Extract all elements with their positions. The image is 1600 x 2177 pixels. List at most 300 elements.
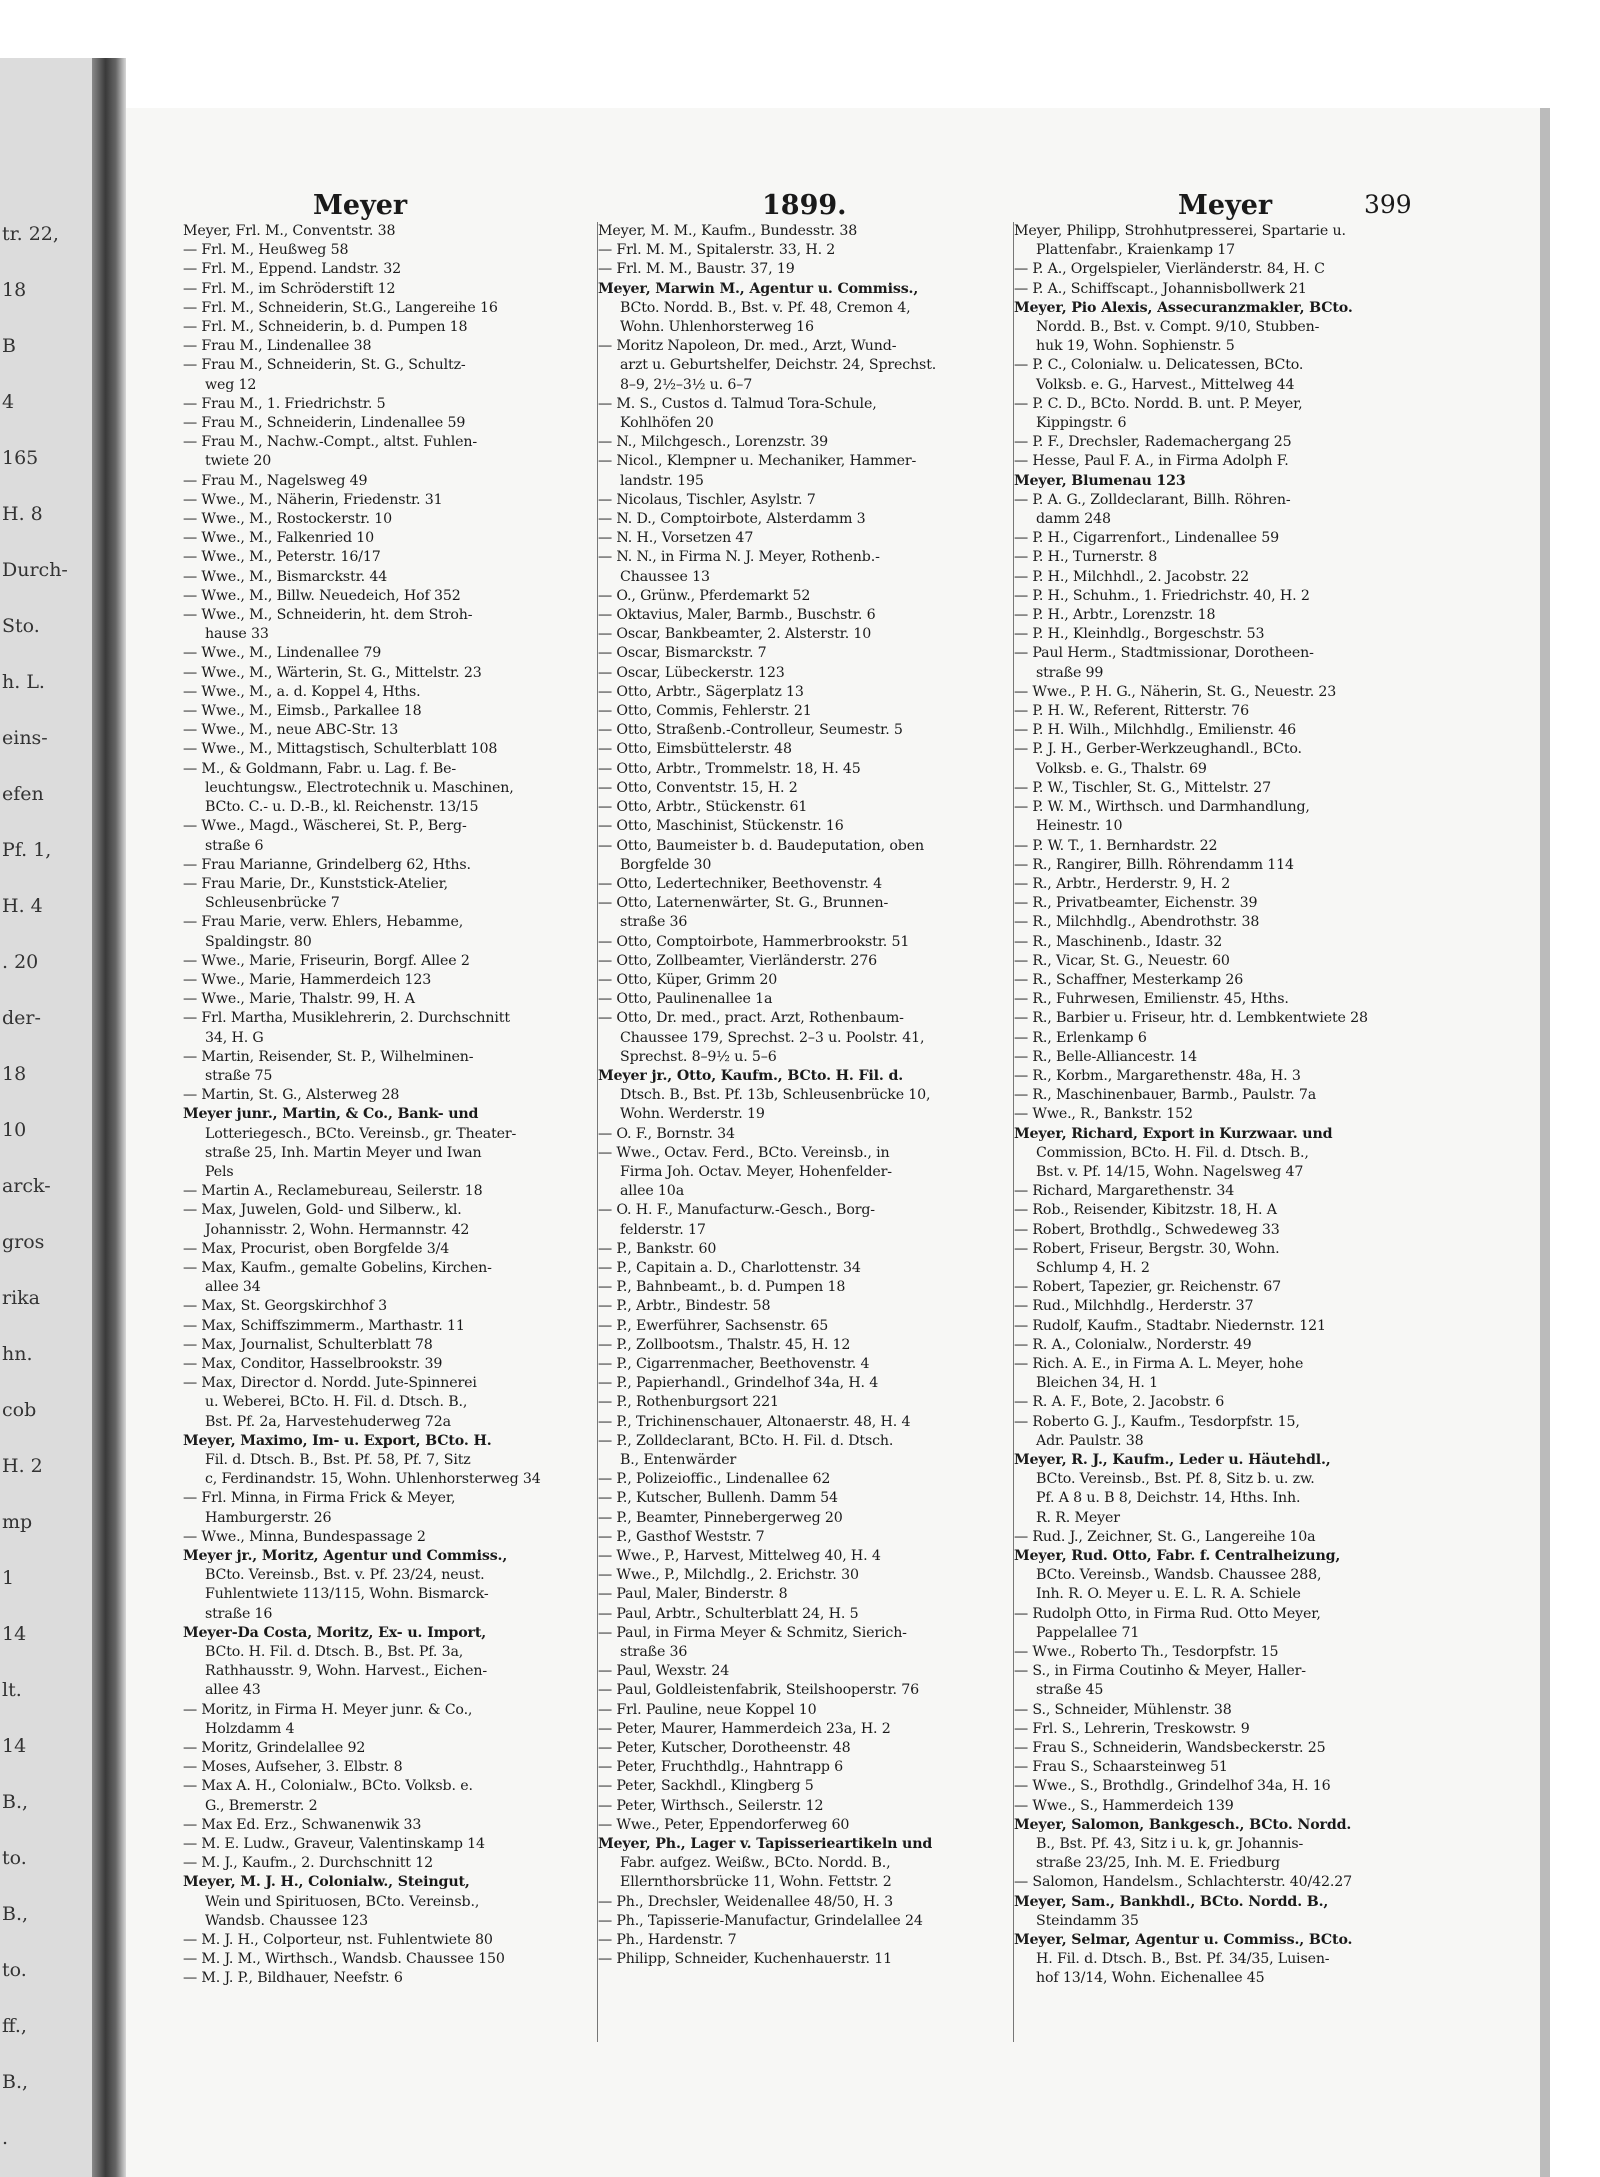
directory-entry-line: Dtsch. B., Bst. Pf. 13b, Schleusenbrücke 10, bbox=[620, 1087, 931, 1104]
directory-entry-line: Heinestr. 10 bbox=[1036, 818, 1123, 835]
directory-entry-line: 8–9, 2½–3½ u. 6–7 bbox=[620, 376, 753, 393]
directory-entry-line: — Wwe., Peter, Eppendorferweg 60 bbox=[598, 1816, 850, 1833]
directory-entry-line: — Otto, Baumeister b. d. Baudeputation, oben bbox=[598, 837, 924, 854]
directory-entry-line: — Peter, Wirthsch., Seilerstr. 12 bbox=[598, 1797, 824, 1814]
directory-entry-line: Lotteriegesch., BCto. Vereinsb., gr. Theater- bbox=[205, 1125, 517, 1142]
directory-entry-line: — Frl. M. M., Baustr. 37, 19 bbox=[598, 261, 795, 278]
directory-entry-line: — P., Trichinenschauer, Altonaerstr. 48, H. 4 bbox=[598, 1413, 911, 1430]
left-page-text-fragment: tr. 22, bbox=[2, 223, 59, 245]
directory-entry-line: — Richard, Margarethenstr. 34 bbox=[1014, 1183, 1235, 1200]
left-page-text-fragment: B., bbox=[2, 1791, 29, 1813]
directory-entry-line: — Otto, Laternenwärter, St. G., Brunnen- bbox=[598, 895, 889, 912]
directory-entry-line: — Wwe., S., Brothdlg., Grindelhof 34a, H. 16 bbox=[1014, 1778, 1331, 1795]
left-page-text-fragment: 165 bbox=[2, 447, 39, 469]
directory-entry-line: — Max, Procurist, oben Borgfelde 3/4 bbox=[183, 1240, 450, 1257]
directory-entry-line: Meyer, Frl. M., Conventstr. 38 bbox=[183, 223, 396, 239]
left-page-text-fragment: 14 bbox=[2, 1735, 27, 1757]
directory-entry-line: — Max, Juwelen, Gold- und Silberw., kl. bbox=[183, 1202, 462, 1219]
directory-entry-line: — R., Erlenkamp 6 bbox=[1014, 1029, 1147, 1046]
directory-entry-line: — Wwe., Marie, Thalstr. 99, H. A bbox=[183, 991, 415, 1008]
left-page-text-fragment: ff., bbox=[2, 2015, 27, 2037]
directory-entry-line: — Otto, Maschinist, Stückenstr. 16 bbox=[598, 818, 844, 835]
directory-entry-line: — Wwe., M., Näherin, Friedenstr. 31 bbox=[183, 491, 443, 508]
directory-entry-line: — Max, Journalist, Schulterblatt 78 bbox=[183, 1336, 433, 1353]
directory-entry-line: Holzdamm 4 bbox=[205, 1720, 295, 1737]
header-left: Meyer bbox=[313, 190, 408, 221]
directory-entry-line: — Wwe., Marie, Friseurin, Borgf. Allee 2 bbox=[183, 952, 470, 969]
directory-entry-line: — Frau M., Nagelsweg 49 bbox=[183, 472, 368, 489]
directory-entry-line: — Frl. M., Heußweg 58 bbox=[183, 242, 349, 259]
directory-entry-line: allee 43 bbox=[205, 1682, 261, 1699]
directory-entry-line: — P., Cigarrenmacher, Beethovenstr. 4 bbox=[598, 1355, 870, 1372]
directory-entry-line: — Rob., Reisender, Kibitzstr. 18, H. A bbox=[1014, 1202, 1277, 1219]
directory-entry-line: — Moritz, Grindelallee 92 bbox=[183, 1740, 366, 1757]
directory-entry-line: — R., Barbier u. Friseur, htr. d. Lembkentwiete 28 bbox=[1014, 1010, 1368, 1027]
directory-entry-line: — Otto, Arbtr., Stückenstr. 61 bbox=[598, 799, 808, 816]
directory-entry-line: — N. D., Comptoirbote, Alsterdamm 3 bbox=[598, 511, 866, 528]
directory-entry-line: — Frl. Pauline, neue Koppel 10 bbox=[598, 1701, 817, 1718]
directory-entry-line: — P. C. D., BCto. Nordd. B. unt. P. Meyer, bbox=[1014, 395, 1303, 412]
directory-entry-line: Volksb. e. G., Harvest., Mittelweg 44 bbox=[1036, 376, 1295, 393]
directory-entry-line: — Rudolph Otto, in Firma Rud. Otto Meyer, bbox=[1014, 1605, 1321, 1622]
directory-entry-line: — P., Polizeioffic., Lindenallee 62 bbox=[598, 1471, 831, 1488]
directory-entry-line: — P., Beamter, Pinnebergerweg 20 bbox=[598, 1509, 843, 1526]
directory-entry-line: BCto. H. Fil. d. Dtsch. B., Bst. Pf. 3a, bbox=[205, 1644, 464, 1661]
directory-entry-line: Pf. A 8 u. B 8, Deichstr. 14, Hths. Inh. bbox=[1036, 1490, 1301, 1507]
directory-entry-line: H. Fil. d. Dtsch. B., Bst. Pf. 34/35, Luisen- bbox=[1036, 1951, 1330, 1968]
directory-entry-line: — P., Zolldeclarant, BCto. H. Fil. d. Dtsch. bbox=[598, 1432, 894, 1449]
directory-entry-line: BCto. Nordd. B., Bst. v. Pf. 48, Cremon 4, bbox=[620, 299, 911, 316]
directory-entry-line: — Max, Kaufm., gemalte Gobelins, Kirchen- bbox=[183, 1259, 492, 1276]
directory-entry-line: Fuhlentwiete 113/115, Wohn. Bismarck- bbox=[205, 1586, 489, 1603]
directory-entry-line: Inh. R. O. Meyer u. E. L. R. A. Schiele bbox=[1036, 1586, 1301, 1603]
directory-entry-line: — O., Grünw., Pferdemarkt 52 bbox=[598, 587, 811, 604]
directory-entry-line: — P. F., Drechsler, Rademachergang 25 bbox=[1014, 434, 1292, 451]
directory-entry-line: — Wwe., P., Milchdlg., 2. Erichstr. 30 bbox=[598, 1567, 859, 1584]
directory-entry-line: — Nicolaus, Tischler, Asylstr. 7 bbox=[598, 491, 816, 508]
directory-entry-line: Meyer, Rud. Otto, Fabr. f. Centralheizung, bbox=[1014, 1548, 1341, 1565]
directory-entry-line: Bleichen 34, H. 1 bbox=[1036, 1375, 1158, 1392]
directory-entry-line: — P. W., Tischler, St. G., Mittelstr. 27 bbox=[1014, 779, 1272, 796]
directory-entry-line: straße 45 bbox=[1036, 1682, 1104, 1699]
directory-entry-line: — P. W. M., Wirthsch. und Darmhandlung, bbox=[1014, 799, 1310, 816]
directory-entry-line: — M. J. M., Wirthsch., Wandsb. Chaussee 150 bbox=[183, 1951, 505, 1968]
left-page-text-fragment: 14 bbox=[2, 1623, 27, 1645]
directory-entry-line: — M. S., Custos d. Talmud Tora-Schule, bbox=[598, 395, 877, 412]
directory-entry-line: — O. H. F., Manufacturw.-Gesch., Borg- bbox=[598, 1202, 875, 1219]
directory-entry-line: — O. F., Bornstr. 34 bbox=[598, 1125, 735, 1142]
directory-entry-line: — S., Schneider, Mühlenstr. 38 bbox=[1014, 1701, 1232, 1718]
directory-entry-line: Johannisstr. 2, Wohn. Hermannstr. 42 bbox=[205, 1221, 470, 1238]
left-page-text-fragment: 18 bbox=[2, 1063, 27, 1085]
directory-entry-line: — Moses, Aufseher, 3. Elbstr. 8 bbox=[183, 1759, 403, 1776]
directory-entry-line: Wohn. Werderstr. 19 bbox=[620, 1106, 765, 1123]
directory-entry-line: Firma Joh. Octav. Meyer, Hohenfelder- bbox=[620, 1163, 892, 1180]
directory-entry-line: — P. J. H., Gerber-Werkzeughandl., BCto. bbox=[1014, 741, 1302, 758]
directory-entry-line: Fabr. aufgez. Weißw., BCto. Nordd. B., bbox=[620, 1855, 891, 1872]
directory-entry-line: Wein und Spirituosen, BCto. Vereinsb., bbox=[205, 1893, 480, 1910]
directory-entry-line: — M. J. H., Colporteur, nst. Fuhlentwiete 80 bbox=[183, 1932, 493, 1949]
directory-entry-line: — Wwe., M., Wärterin, St. G., Mittelstr. 23 bbox=[183, 664, 482, 681]
directory-entry-line: — Frl. M., Schneiderin, St.G., Langereihe 16 bbox=[183, 299, 498, 316]
directory-entry-line: Bst. Pf. 2a, Harvestehuderweg 72a bbox=[205, 1413, 451, 1430]
directory-entry-line: u. Weberei, BCto. H. Fil. d. Dtsch. B., bbox=[205, 1394, 468, 1411]
directory-entry-line: — Paul, Maler, Binderstr. 8 bbox=[598, 1586, 788, 1603]
directory-entry-line: — Wwe., M., Eimsb., Parkallee 18 bbox=[183, 703, 422, 720]
directory-entry-line: straße 36 bbox=[620, 1644, 688, 1661]
directory-entry-line: Meyer, Maximo, Im- u. Export, BCto. H. bbox=[183, 1432, 492, 1449]
directory-entry-line: — Max Ed. Erz., Schwanenwik 33 bbox=[183, 1816, 422, 1833]
directory-entry-line: — Otto, Commis, Fehlerstr. 21 bbox=[598, 703, 812, 720]
directory-entry-line: — Martin, Reisender, St. P., Wilhelminen- bbox=[183, 1048, 474, 1065]
directory-entry-line: Meyer, Sam., Bankhdl., BCto. Nordd. B., bbox=[1014, 1893, 1329, 1910]
directory-entry-line: — Wwe., M., neue ABC-Str. 13 bbox=[183, 722, 399, 739]
directory-entry-line: Pels bbox=[205, 1163, 234, 1180]
directory-entry-line: — Peter, Sackhdl., Klingberg 5 bbox=[598, 1778, 814, 1795]
directory-entry-line: — R., Korbm., Margarethenstr. 48a, H. 3 bbox=[1014, 1067, 1301, 1084]
directory-entry-line: — Otto, Eimsbüttelerstr. 48 bbox=[598, 741, 792, 758]
directory-entry-line: — Oscar, Bankbeamter, 2. Alsterstr. 10 bbox=[598, 626, 872, 643]
directory-entry-line: hause 33 bbox=[205, 626, 269, 643]
left-page-text-fragment: gros bbox=[2, 1231, 45, 1253]
directory-entry-line: — Wwe., M., Rostockerstr. 10 bbox=[183, 511, 392, 528]
directory-entry-line: — P. H. Wilh., Milchhdlg., Emilienstr. 46 bbox=[1014, 722, 1296, 739]
directory-entry-line: B., Bst. Pf. 43, Sitz i u. k, gr. Johannis- bbox=[1036, 1836, 1304, 1853]
directory-entry-line: — P., Papierhandl., Grindelhof 34a, H. 4 bbox=[598, 1375, 879, 1392]
directory-entry-line: — Frau M., Nachw.-Compt., altst. Fuhlen- bbox=[183, 434, 478, 451]
directory-entry-line: Meyer, Salomon, Bankgesch., BCto. Nordd. bbox=[1014, 1816, 1352, 1833]
left-page-fragment bbox=[0, 58, 92, 2177]
directory-entry-line: weg 12 bbox=[205, 376, 257, 393]
page-number: 399 bbox=[1364, 190, 1412, 219]
directory-entry-line: Borgfelde 30 bbox=[620, 856, 712, 873]
left-page-text-fragment: H. 4 bbox=[2, 895, 43, 917]
directory-entry-line: Ellernthorsbrücke 11, Wohn. Fettstr. 2 bbox=[620, 1874, 892, 1891]
directory-entry-line: — M. J., Kaufm., 2. Durchschnitt 12 bbox=[183, 1855, 433, 1872]
directory-entry-line: allee 34 bbox=[205, 1279, 261, 1296]
directory-entry-line: — Frl. Martha, Musiklehrerin, 2. Durchschnitt bbox=[183, 1010, 510, 1027]
column-3 bbox=[1014, 222, 1434, 1989]
left-page-text-fragment: efen bbox=[2, 783, 44, 805]
directory-entry-line: — Frl. S., Lehrerin, Treskowstr. 9 bbox=[1014, 1720, 1250, 1737]
directory-entry-line: — R., Schaffner, Mesterkamp 26 bbox=[1014, 971, 1244, 988]
directory-entry-line: — Frau M., 1. Friedrichstr. 5 bbox=[183, 395, 386, 412]
left-page-text-fragment: cob bbox=[2, 1399, 37, 1421]
directory-entry-line: Meyer, R. J., Kaufm., Leder u. Häutehdl., bbox=[1014, 1452, 1331, 1468]
directory-entry-line: — Otto, Arbtr., Trommelstr. 18, H. 45 bbox=[598, 760, 861, 777]
directory-entry-line: Meyer, Richard, Export in Kurzwaar. und bbox=[1014, 1125, 1333, 1142]
directory-entry-line: — Martin, St. G., Alsterweg 28 bbox=[183, 1087, 400, 1104]
directory-entry-line: leuchtungsw., Electrotechnik u. Maschinen, bbox=[205, 779, 514, 796]
directory-entry-line: allee 10a bbox=[620, 1183, 684, 1200]
directory-entry-line: — R., Vicar, St. G., Neuestr. 60 bbox=[1014, 952, 1230, 969]
directory-entry-line: — Frau Marianne, Grindelberg 62, Hths. bbox=[183, 856, 471, 873]
directory-entry-line: — Frl. M., Eppend. Landstr. 32 bbox=[183, 261, 401, 278]
left-page-text-fragment: lt. bbox=[2, 1679, 22, 1701]
directory-entry-line: Meyer, Selmar, Agentur u. Commiss., BCto. bbox=[1014, 1932, 1353, 1949]
left-page-text-fragment: 18 bbox=[2, 279, 27, 301]
directory-entry-line: 34, H. G bbox=[205, 1029, 264, 1046]
directory-entry-line: — Peter, Fruchthdlg., Hahntrapp 6 bbox=[598, 1759, 844, 1776]
directory-entry-line: — Frau M., Schneiderin, Lindenallee 59 bbox=[183, 415, 466, 432]
directory-entry-line: — P. H. W., Referent, Ritterstr. 76 bbox=[1014, 703, 1249, 720]
column-2 bbox=[598, 222, 1018, 1969]
directory-entry-line: — N., Milchgesch., Lorenzstr. 39 bbox=[598, 434, 829, 451]
directory-entry-line: Rathhausstr. 9, Wohn. Harvest., Eichen- bbox=[205, 1663, 488, 1680]
directory-entry-line: — Otto, Conventstr. 15, H. 2 bbox=[598, 779, 798, 796]
directory-entry-line: Meyer, Pio Alexis, Assecuranzmakler, BCto. bbox=[1014, 299, 1353, 316]
left-page-text-fragment: . 20 bbox=[2, 951, 39, 973]
page-edge bbox=[1540, 108, 1550, 2177]
directory-entry-line: straße 25, Inh. Martin Meyer und Iwan bbox=[205, 1144, 482, 1161]
directory-entry-line: — M. E. Ludw., Graveur, Valentinskamp 14 bbox=[183, 1836, 485, 1853]
directory-entry-line: — Wwe., M., a. d. Koppel 4, Hths. bbox=[183, 683, 421, 700]
left-page-text-fragment: rika bbox=[2, 1287, 40, 1309]
directory-entry-line: — Wwe., M., Bismarckstr. 44 bbox=[183, 568, 388, 585]
directory-entry-line: felderstr. 17 bbox=[620, 1221, 706, 1238]
directory-entry-line: — N. N., in Firma N. J. Meyer, Rothenb.- bbox=[598, 549, 880, 566]
directory-entry-line: — P., Zollbootsm., Thalstr. 45, H. 12 bbox=[598, 1336, 851, 1353]
directory-entry-line: — P., Capitain a. D., Charlottenstr. 34 bbox=[598, 1259, 861, 1276]
left-page-text-fragment: B., bbox=[2, 2071, 29, 2093]
directory-entry-line: — Ph., Drechsler, Weidenallee 48/50, H. 3 bbox=[598, 1893, 893, 1910]
directory-entry-line: straße 75 bbox=[205, 1067, 273, 1084]
directory-entry-line: G., Bremerstr. 2 bbox=[205, 1797, 318, 1814]
directory-entry-line: Volksb. e. G., Thalstr. 69 bbox=[1036, 760, 1207, 777]
directory-entry-line: — P. A., Schiffscapt., Johannisbollwerk 21 bbox=[1014, 280, 1307, 297]
directory-entry-line: — Wwe., M., Falkenried 10 bbox=[183, 530, 375, 547]
directory-entry-line: Fil. d. Dtsch. B., Bst. Pf. 58, Pf. 7, Sitz bbox=[205, 1452, 471, 1468]
directory-entry-line: — P. H., Arbtr., Lorenzstr. 18 bbox=[1014, 607, 1216, 624]
directory-entry-line: — Wwe., P. H. G., Näherin, St. G., Neuestr. 23 bbox=[1014, 683, 1337, 700]
directory-entry-line: — Wwe., Magd., Wäscherei, St. P., Berg- bbox=[183, 818, 467, 835]
directory-entry-line: — Rich. A. E., in Firma A. L. Meyer, hohe bbox=[1014, 1355, 1304, 1372]
directory-entry-line: — Wwe., Minna, Bundespassage 2 bbox=[183, 1528, 426, 1545]
directory-entry-line: — P., Ewerführer, Sachsenstr. 65 bbox=[598, 1317, 829, 1334]
directory-entry-line: — Oscar, Lübeckerstr. 123 bbox=[598, 664, 785, 681]
directory-entry-line: Bst. v. Pf. 14/15, Wohn. Nagelsweg 47 bbox=[1036, 1163, 1304, 1180]
directory-entry-line: — Max, Schiffszimmerm., Marthastr. 11 bbox=[183, 1317, 465, 1334]
directory-entry-line: — Frl. M., im Schröderstift 12 bbox=[183, 280, 396, 297]
directory-entry-line: — P. H., Cigarrenfort., Lindenallee 59 bbox=[1014, 530, 1280, 547]
directory-entry-line: — Frau Marie, Dr., Kunststick-Atelier, bbox=[183, 875, 449, 892]
left-page-text-fragment: arck- bbox=[2, 1175, 51, 1197]
left-page-text-fragment: to. bbox=[2, 1959, 27, 1981]
directory-entry-line: Meyer, Blumenau 123 bbox=[1014, 472, 1186, 489]
directory-entry-line: — Frau S., Schneiderin, Wandsbeckerstr. 25 bbox=[1014, 1740, 1326, 1757]
directory-entry-line: huk 19, Wohn. Sophienstr. 5 bbox=[1036, 338, 1235, 355]
directory-entry-line: — Robert, Brothdlg., Schwedeweg 33 bbox=[1014, 1221, 1280, 1238]
directory-entry-line: — Wwe., M., Peterstr. 16/17 bbox=[183, 549, 381, 566]
directory-entry-line: — Wwe., Octav. Ferd., BCto. Vereinsb., in bbox=[598, 1144, 890, 1161]
directory-entry-line: — Max, St. Georgskirchhof 3 bbox=[183, 1298, 387, 1315]
directory-entry-line: — P. C., Colonialw. u. Delicatessen, BCto. bbox=[1014, 357, 1304, 374]
left-page-text-fragment: Pf. 1, bbox=[2, 839, 52, 861]
directory-entry-line: — R. A. F., Bote, 2. Jacobstr. 6 bbox=[1014, 1394, 1225, 1411]
directory-entry-line: — Wwe., P., Harvest, Mittelweg 40, H. 4 bbox=[598, 1548, 881, 1565]
directory-entry-line: — Robert, Tapezier, gr. Reichenstr. 67 bbox=[1014, 1279, 1281, 1296]
directory-entry-line: hof 13/14, Wohn. Eichenallee 45 bbox=[1036, 1970, 1265, 1987]
left-page-text-fragment: H. 8 bbox=[2, 503, 43, 525]
directory-entry-line: landstr. 195 bbox=[620, 472, 704, 489]
directory-entry-line: — P. H., Schuhm., 1. Friedrichstr. 40, H. 2 bbox=[1014, 587, 1310, 604]
directory-entry-line: — Frl. M., Schneiderin, b. d. Pumpen 18 bbox=[183, 319, 468, 336]
directory-entry-line: BCto. Vereinsb., Bst. v. Pf. 23/24, neust. bbox=[205, 1567, 485, 1584]
directory-entry-line: — Frau M., Lindenallee 38 bbox=[183, 338, 372, 355]
directory-entry-line: — M., & Goldmann, Fabr. u. Lag. f. Be- bbox=[183, 760, 457, 777]
directory-entry-line: — R., Belle-Alliancestr. 14 bbox=[1014, 1048, 1198, 1065]
directory-entry-line: — Max A. H., Colonialw., BCto. Volksb. e. bbox=[183, 1778, 473, 1795]
directory-entry-line: Meyer, Philipp, Strohhutpresserei, Spartarie u. bbox=[1014, 223, 1346, 239]
directory-entry-line: — Frau S., Schaarsteinweg 51 bbox=[1014, 1759, 1228, 1776]
left-page-text-fragment: Sto. bbox=[2, 615, 40, 637]
directory-entry-line: — Peter, Kutscher, Dorotheenstr. 48 bbox=[598, 1740, 851, 1757]
header-center: 1899. bbox=[762, 190, 847, 221]
directory-entry-line: straße 16 bbox=[205, 1605, 273, 1622]
directory-entry-line: Plattenfabr., Kraienkamp 17 bbox=[1036, 242, 1236, 259]
directory-entry-line: — P. A. G., Zolldeclarant, Billh. Röhren- bbox=[1014, 491, 1291, 508]
directory-entry-line: Meyer junr., Martin, & Co., Bank- und bbox=[183, 1106, 479, 1123]
directory-entry-line: — Rud., Milchhdlg., Herderstr. 37 bbox=[1014, 1298, 1254, 1315]
directory-entry-line: — Otto, Comptoirbote, Hammerbrookstr. 51 bbox=[598, 933, 910, 950]
directory-entry-line: Meyer, M. J. H., Colonialw., Steingut, bbox=[183, 1874, 470, 1891]
directory-entry-line: Steindamm 35 bbox=[1036, 1912, 1139, 1929]
directory-entry-line: — Otto, Paulinenallee 1a bbox=[598, 991, 773, 1008]
left-page-text-fragment: H. 2 bbox=[2, 1455, 43, 1477]
directory-entry-line: — Oktavius, Maler, Barmb., Buschstr. 6 bbox=[598, 607, 876, 624]
directory-entry-line: — N. H., Vorsetzen 47 bbox=[598, 530, 754, 547]
directory-entry-line: — Frau M., Schneiderin, St. G., Schultz- bbox=[183, 357, 466, 374]
directory-entry-line: — Nicol., Klempner u. Mechaniker, Hammer- bbox=[598, 453, 917, 470]
directory-entry-line: Kippingstr. 6 bbox=[1036, 415, 1127, 432]
directory-entry-line: straße 99 bbox=[1036, 664, 1104, 681]
directory-entry-line: — Max, Director d. Nordd. Jute-Spinnerei bbox=[183, 1375, 477, 1392]
directory-entry-line: — Peter, Maurer, Hammerdeich 23a, H. 2 bbox=[598, 1720, 891, 1737]
directory-entry-line: — R., Milchhdlg., Abendrothstr. 38 bbox=[1014, 914, 1260, 931]
directory-entry-line: — P., Arbtr., Bindestr. 58 bbox=[598, 1298, 771, 1315]
directory-entry-line: — M. J. P., Bildhauer, Neefstr. 6 bbox=[183, 1970, 403, 1987]
directory-entry-line: — Moritz Napoleon, Dr. med., Arzt, Wund- bbox=[598, 338, 897, 355]
directory-entry-line: Meyer-Da Costa, Moritz, Ex- u. Import, bbox=[183, 1624, 487, 1641]
left-page-text-fragment: to. bbox=[2, 1847, 27, 1869]
left-page-text-fragment: eins- bbox=[2, 727, 48, 749]
directory-entry-line: — Paul Herm., Stadtmissionar, Dorotheen- bbox=[1014, 645, 1314, 662]
left-page-text-fragment: B., bbox=[2, 1903, 29, 1925]
directory-entry-line: — Otto, Arbtr., Sägerplatz 13 bbox=[598, 683, 804, 700]
directory-entry-line: — P. H., Milchhdl., 2. Jacobstr. 22 bbox=[1014, 568, 1250, 585]
directory-entry-line: — R., Fuhrwesen, Emilienstr. 45, Hths. bbox=[1014, 991, 1289, 1008]
directory-entry-line: — P. W. T., 1. Bernhardstr. 22 bbox=[1014, 837, 1218, 854]
directory-entry-line: Commission, BCto. H. Fil. d. Dtsch. B., bbox=[1036, 1144, 1309, 1161]
directory-entry-line: — Paul, Wexstr. 24 bbox=[598, 1663, 730, 1680]
directory-entry-line: — Rudolf, Kaufm., Stadtabr. Niedernstr. 121 bbox=[1014, 1317, 1326, 1334]
directory-entry-line: — R., Arbtr., Herderstr. 9, H. 2 bbox=[1014, 875, 1231, 892]
directory-entry-line: — P. H., Kleinhdlg., Borgeschstr. 53 bbox=[1014, 626, 1265, 643]
directory-entry-line: Pappelallee 71 bbox=[1036, 1624, 1140, 1641]
directory-entry-line: — Oscar, Bismarckstr. 7 bbox=[598, 645, 767, 662]
directory-entry-line: c, Ferdinandstr. 15, Wohn. Uhlenhorsterweg 34 bbox=[205, 1471, 541, 1488]
directory-entry-line: — Martin A., Reclamebureau, Seilerstr. 18 bbox=[183, 1183, 483, 1200]
left-page-text-fragment: 4 bbox=[2, 391, 15, 413]
directory-entry-line: Adr. Paulstr. 38 bbox=[1036, 1432, 1144, 1449]
directory-entry-line: — Wwe., R., Bankstr. 152 bbox=[1014, 1106, 1193, 1123]
directory-entry-line: — R., Maschinenb., Idastr. 32 bbox=[1014, 933, 1223, 950]
directory-entry-line: straße 36 bbox=[620, 914, 688, 931]
directory-entry-line: — P., Bahnbeamt., b. d. Pumpen 18 bbox=[598, 1279, 846, 1296]
directory-entry-line: twiete 20 bbox=[205, 453, 272, 470]
directory-entry-line: — Ph., Hardenstr. 7 bbox=[598, 1932, 737, 1949]
directory-entry-line: — Wwe., Roberto Th., Tesdorpfstr. 15 bbox=[1014, 1644, 1279, 1661]
directory-entry-line: Wandsb. Chaussee 123 bbox=[205, 1912, 368, 1929]
directory-entry-line: — R., Privatbeamter, Eichenstr. 39 bbox=[1014, 895, 1258, 912]
directory-entry-line: — Ph., Tapisserie-Manufactur, Grindelallee 24 bbox=[598, 1912, 923, 1929]
directory-entry-line: — Wwe., M., Lindenallee 79 bbox=[183, 645, 382, 662]
left-page-text-fragment: h. L. bbox=[2, 671, 45, 693]
left-page-text-fragment: Durch- bbox=[2, 559, 68, 581]
directory-entry-line: arzt u. Geburtshelfer, Deichstr. 24, Sprechst. bbox=[620, 357, 937, 374]
directory-entry-line: Meyer, M. M., Kaufm., Bundesstr. 38 bbox=[598, 223, 858, 239]
directory-entry-line: Chaussee 179, Sprechst. 2–3 u. Poolstr. 41, bbox=[620, 1029, 925, 1046]
directory-entry-line: Meyer jr., Moritz, Agentur und Commiss., bbox=[183, 1548, 508, 1565]
directory-entry-line: — Wwe., M., Mittagstisch, Schulterblatt 108 bbox=[183, 741, 498, 758]
directory-entry-line: — Hesse, Paul F. A., in Firma Adolph F. bbox=[1014, 453, 1289, 470]
directory-entry-line: — Philipp, Schneider, Kuchenhauerstr. 11 bbox=[598, 1951, 892, 1968]
directory-entry-line: damm 248 bbox=[1036, 511, 1111, 528]
directory-entry-line: — Max, Conditor, Hasselbrookstr. 39 bbox=[183, 1355, 443, 1372]
directory-entry-line: — Wwe., M., Schneiderin, ht. dem Stroh- bbox=[183, 607, 473, 624]
left-page-text-fragment: 10 bbox=[2, 1119, 27, 1141]
directory-entry-line: — Robert, Friseur, Bergstr. 30, Wohn. bbox=[1014, 1240, 1280, 1257]
directory-entry-line: — Paul, Goldleistenfabrik, Steilshooperstr. 76 bbox=[598, 1682, 919, 1699]
directory-entry-line: — P., Gasthof Weststr. 7 bbox=[598, 1528, 765, 1545]
directory-entry-line: — Moritz, in Firma H. Meyer junr. & Co., bbox=[183, 1701, 473, 1718]
directory-entry-line: — Wwe., M., Billw. Neuedeich, Hof 352 bbox=[183, 587, 461, 604]
left-page-text-fragment: mp bbox=[2, 1511, 33, 1533]
directory-entry-line: — Rud. J., Zeichner, St. G., Langereihe 10a bbox=[1014, 1528, 1316, 1545]
directory-entry-line: straße 23/25, Inh. M. E. Friedburg bbox=[1036, 1855, 1280, 1872]
directory-entry-line: Schlump 4, H. 2 bbox=[1036, 1259, 1150, 1276]
directory-entry-line: — Otto, Zollbeamter, Vierländerstr. 276 bbox=[598, 952, 878, 969]
directory-entry-line: — Frau Marie, verw. Ehlers, Hebamme, bbox=[183, 914, 464, 931]
directory-entry-line: — Wwe., S., Hammerdeich 139 bbox=[1014, 1797, 1234, 1814]
directory-entry-line: — Otto, Dr. med., pract. Arzt, Rothenbaum- bbox=[598, 1010, 904, 1027]
directory-entry-line: — Otto, Küper, Grimm 20 bbox=[598, 971, 778, 988]
directory-entry-line: — Roberto G. J., Kaufm., Tesdorpfstr. 15, bbox=[1014, 1413, 1300, 1430]
directory-entry-line: — R. A., Colonialw., Norderstr. 49 bbox=[1014, 1336, 1252, 1353]
directory-entry-line: — Otto, Ledertechniker, Beethovenstr. 4 bbox=[598, 875, 883, 892]
directory-entry-line: — Wwe., Marie, Hammerdeich 123 bbox=[183, 971, 432, 988]
directory-entry-line: Kohlhöfen 20 bbox=[620, 415, 714, 432]
directory-entry-line: Nordd. B., Bst. v. Compt. 9/10, Stubben- bbox=[1036, 319, 1320, 336]
directory-entry-line: — Paul, in Firma Meyer & Schmitz, Sierich- bbox=[598, 1624, 907, 1641]
directory-entry-line: Hamburgerstr. 26 bbox=[205, 1509, 332, 1526]
directory-entry-line: BCto. C.- u. D.-B., kl. Reichenstr. 13/15 bbox=[205, 799, 479, 816]
directory-entry-line: — P., Bankstr. 60 bbox=[598, 1240, 717, 1257]
left-page-text-fragment: B bbox=[2, 335, 16, 357]
directory-entry-line: BCto. Vereinsb., Bst. Pf. 8, Sitz b. u. zw. bbox=[1036, 1471, 1315, 1488]
left-page-text-fragment: der- bbox=[2, 1007, 41, 1029]
directory-entry-line: Wohn. Uhlenhorsterweg 16 bbox=[620, 319, 814, 336]
left-page-text-fragment: hn. bbox=[2, 1343, 33, 1365]
directory-entry-line: Schleusenbrücke 7 bbox=[205, 895, 340, 912]
directory-entry-line: — Paul, Arbtr., Schulterblatt 24, H. 5 bbox=[598, 1605, 859, 1622]
directory-entry-line: Sprechst. 8–9½ u. 5–6 bbox=[620, 1048, 777, 1065]
directory-entry-line: BCto. Vereinsb., Wandsb. Chaussee 288, bbox=[1036, 1567, 1322, 1584]
directory-entry-line: — P. H., Turnerstr. 8 bbox=[1014, 549, 1158, 566]
directory-entry-line: — R., Maschinenbauer, Barmb., Paulstr. 7a bbox=[1014, 1087, 1317, 1104]
left-page-text-fragment: 1 bbox=[2, 1567, 15, 1589]
directory-entry-line: — Frl. M. M., Spitalerstr. 33, H. 2 bbox=[598, 242, 836, 259]
